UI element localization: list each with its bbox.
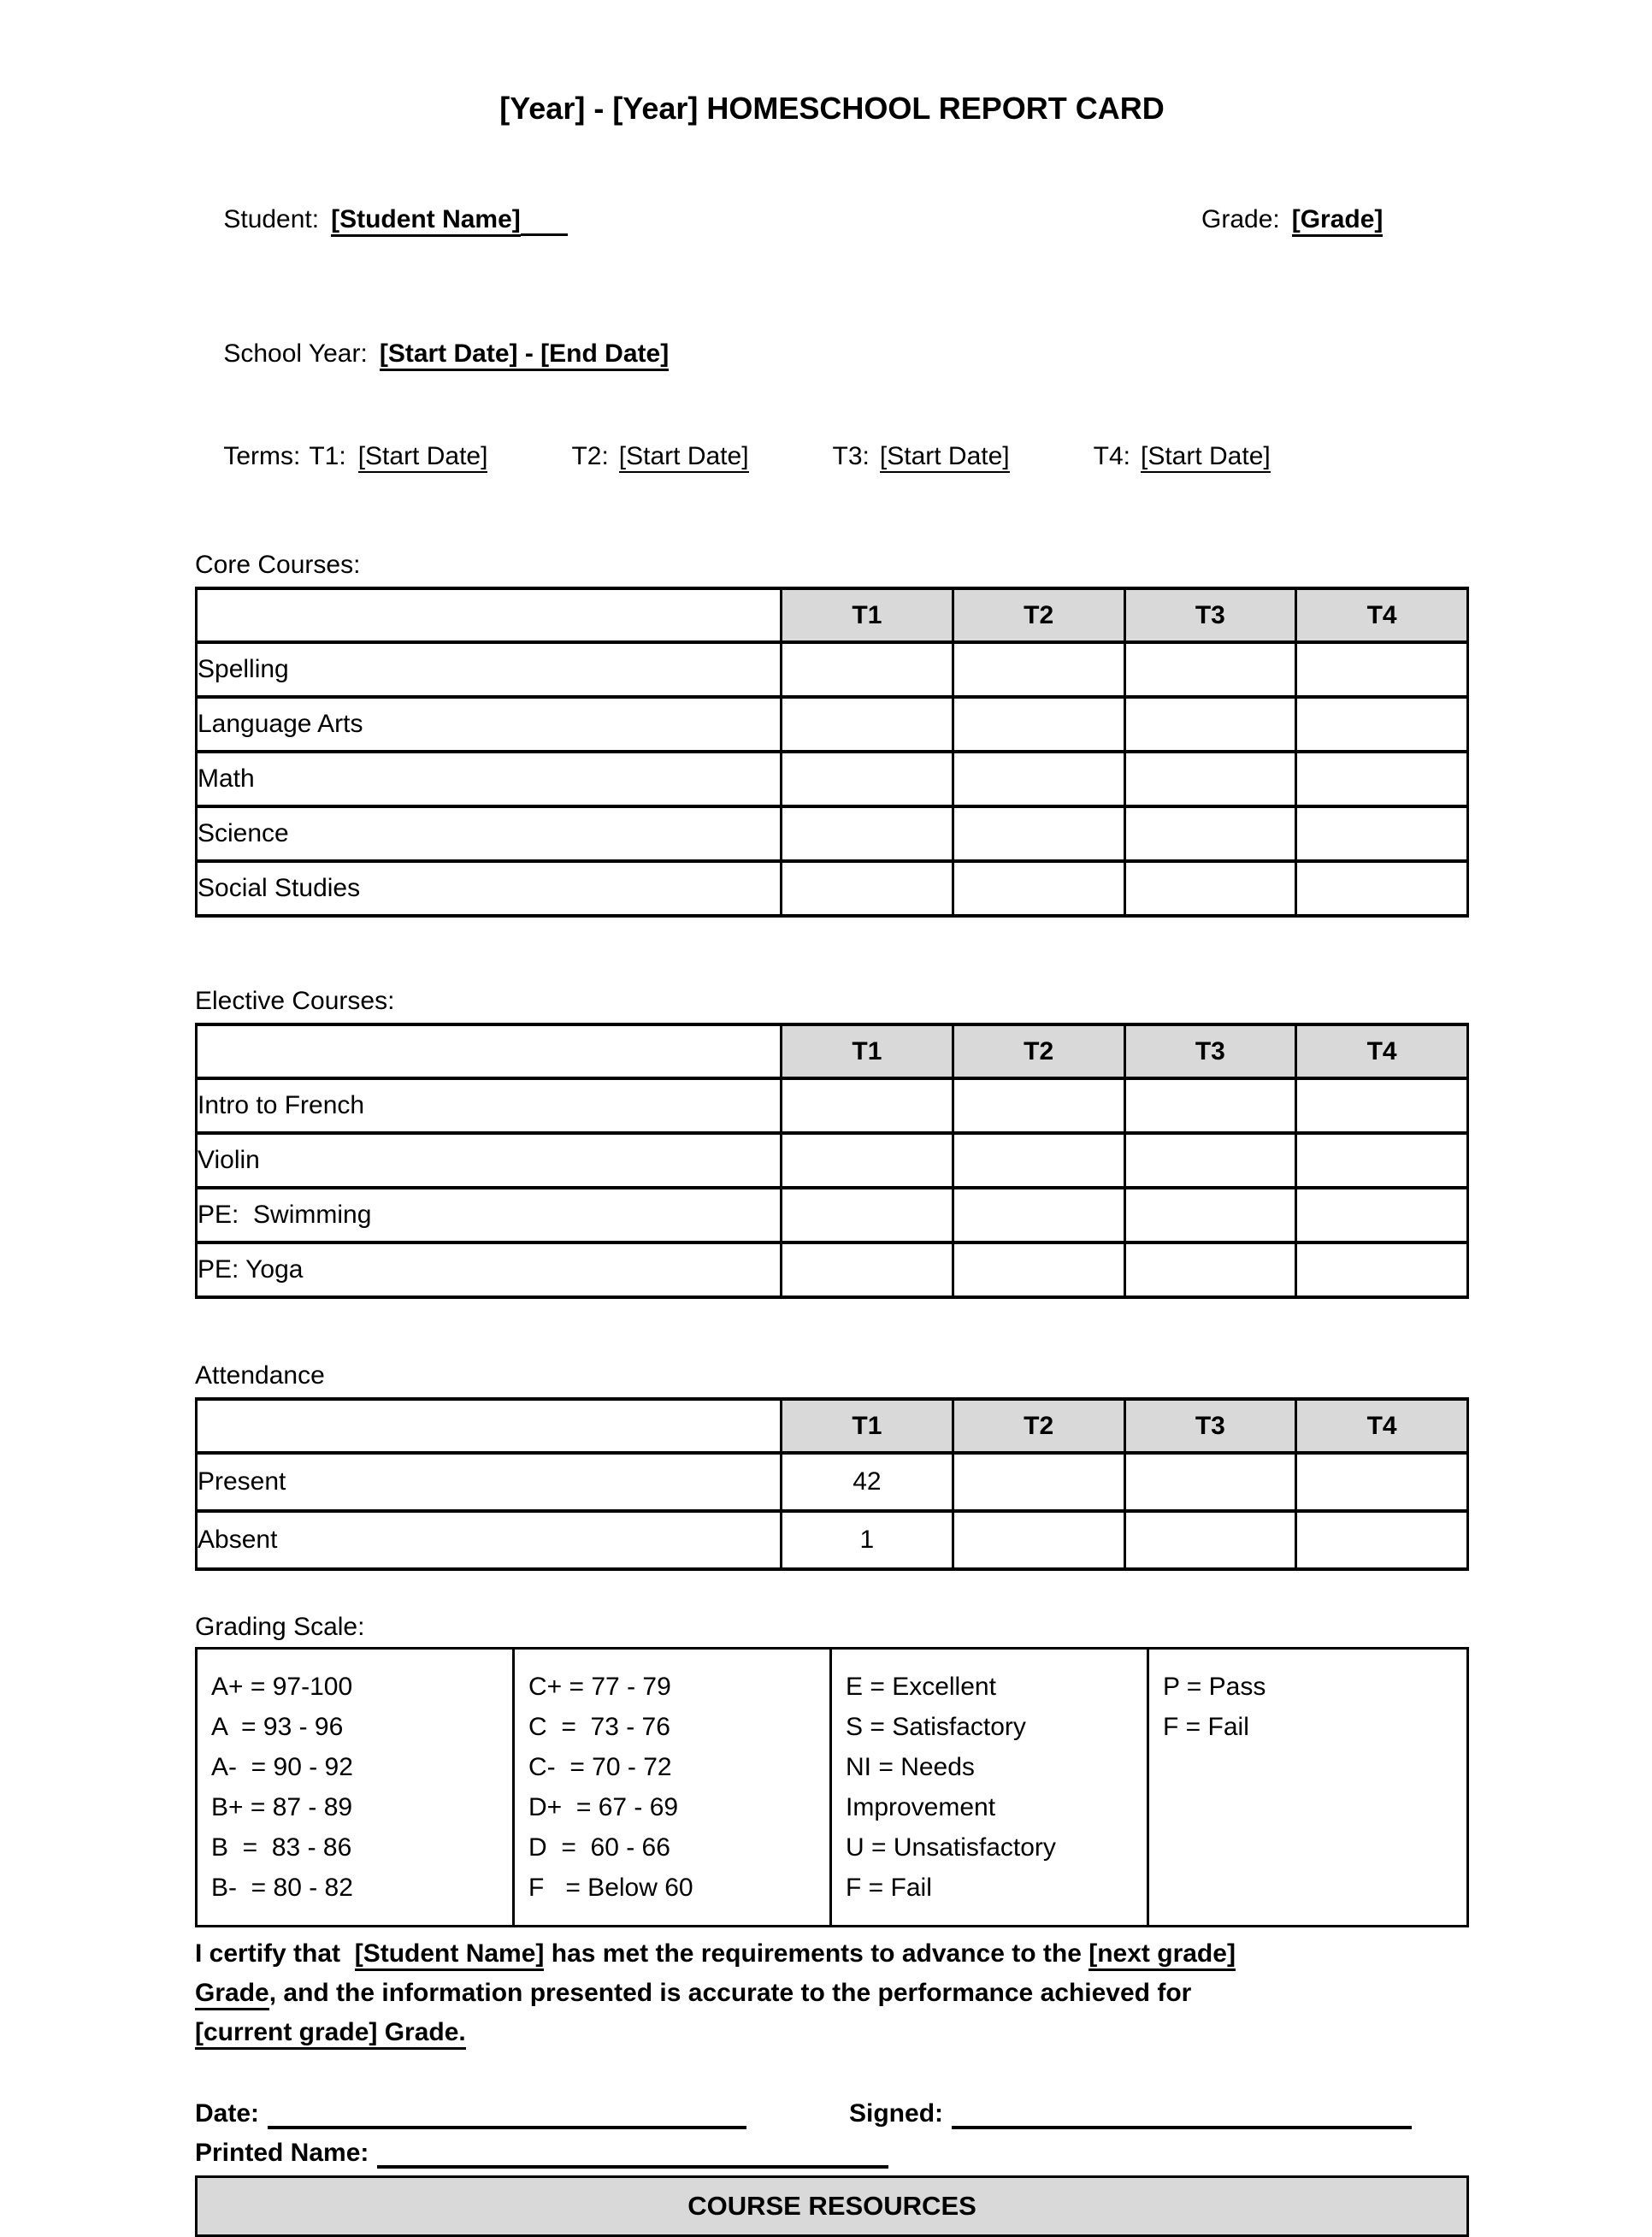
term-header-cell: T1 xyxy=(782,1024,953,1078)
grade-cell[interactable] xyxy=(1124,642,1296,697)
grade-cell[interactable] xyxy=(782,1242,953,1297)
grade-cell[interactable] xyxy=(1124,752,1296,806)
cert-segment: I certify that xyxy=(195,1939,355,1968)
grade-cell[interactable] xyxy=(782,861,953,916)
table-row xyxy=(197,806,1468,861)
grade-group xyxy=(1159,174,1383,266)
printed-name-label: Printed Name: xyxy=(195,2139,369,2167)
grade-cell[interactable] xyxy=(953,1242,1124,1297)
grading-column xyxy=(1149,1650,1466,1925)
grade-cell[interactable] xyxy=(782,642,953,697)
section-label-elective-courses: Elective Courses: xyxy=(195,987,395,1015)
school-year-row xyxy=(195,308,1469,400)
grade-cell[interactable] xyxy=(782,752,953,806)
term-label: T2: xyxy=(571,442,609,470)
term-label: T4: xyxy=(1093,442,1130,470)
empty-header-cell xyxy=(197,588,782,642)
grading-line: B = 83 - 86 xyxy=(211,1833,352,1862)
table-row xyxy=(197,861,1468,916)
grading-scale-box xyxy=(195,1647,1469,1927)
term-header-cell: T3 xyxy=(1124,1024,1296,1078)
cert-segment: [current grade] Grade. xyxy=(195,2018,466,2050)
student-name-blank-line[interactable] xyxy=(521,210,568,236)
signed-label: Signed: xyxy=(849,2099,944,2128)
cert-line xyxy=(195,1934,1469,1974)
cert-segment: [Student Name] xyxy=(355,1939,545,1971)
grade-cell[interactable] xyxy=(1124,697,1296,752)
grade-cell[interactable] xyxy=(782,1133,953,1188)
student-label: Student: xyxy=(223,205,320,233)
terms-label: Terms: xyxy=(223,442,301,470)
grade-cell[interactable] xyxy=(953,861,1124,916)
grading-line: NI = Needs xyxy=(846,1753,975,1781)
attendance-value-cell[interactable] xyxy=(1124,1453,1296,1511)
grade-cell[interactable] xyxy=(953,697,1124,752)
attendance-value-cell[interactable]: 42 xyxy=(782,1453,953,1511)
attendance-table xyxy=(195,1397,1469,1571)
term-header-cell: T3 xyxy=(1124,1399,1296,1453)
student-row xyxy=(195,174,1469,298)
table-row xyxy=(197,642,1468,697)
grade-cell[interactable] xyxy=(953,1078,1124,1133)
signed-line[interactable] xyxy=(952,2102,1412,2129)
section-label-core-courses: Core Courses: xyxy=(195,551,361,579)
attendance-name-cell: Absent xyxy=(197,1511,782,1569)
section-label-attendance: Attendance xyxy=(195,1361,325,1390)
printed-name-row xyxy=(195,2138,1469,2169)
course-name-cell: Science xyxy=(197,806,782,861)
course-resources-button[interactable] xyxy=(195,2175,1469,2237)
term-group xyxy=(571,442,748,470)
term-header-cell: T2 xyxy=(953,1024,1124,1078)
date-line[interactable] xyxy=(268,2102,746,2129)
cert-line xyxy=(195,2013,1469,2052)
term-header-cell: T3 xyxy=(1124,588,1296,642)
attendance-name-cell: Present xyxy=(197,1453,782,1511)
student-name-value: [Student Name] xyxy=(331,205,521,237)
grade-cell[interactable] xyxy=(1296,1242,1468,1297)
grading-column xyxy=(198,1650,515,1925)
grade-cell[interactable] xyxy=(1296,642,1468,697)
course-name-cell: Intro to French xyxy=(197,1078,782,1133)
empty-header-cell xyxy=(197,1024,782,1078)
grade-cell[interactable] xyxy=(782,806,953,861)
table-row xyxy=(197,1078,1468,1133)
grading-line: Improvement xyxy=(846,1793,996,1821)
cert-segment: , and the information presented is accurate to the performance achieved for xyxy=(268,1979,1192,2007)
grading-line: C- = 70 - 72 xyxy=(528,1753,672,1781)
cert-line xyxy=(195,1974,1469,2013)
term-date-value: [Start Date] xyxy=(1141,442,1271,473)
report-card-page xyxy=(0,91,1652,2228)
course-name-cell: Math xyxy=(197,752,782,806)
course-name-cell: Spelling xyxy=(197,642,782,697)
certification-text xyxy=(195,1934,1469,2052)
grade-cell[interactable] xyxy=(953,806,1124,861)
date-label: Date: xyxy=(195,2099,260,2128)
grading-line: D+ = 67 - 69 xyxy=(528,1793,679,1821)
term-header-cell: T2 xyxy=(953,588,1124,642)
grade-cell[interactable] xyxy=(953,1133,1124,1188)
grade-cell[interactable] xyxy=(1124,861,1296,916)
table-header-row xyxy=(197,1399,1468,1453)
grade-cell[interactable] xyxy=(1124,1078,1296,1133)
grading-line: F = Below 60 xyxy=(528,1874,693,1902)
grading-line: F = Fail xyxy=(846,1874,932,1902)
grading-line: A = 93 - 96 xyxy=(211,1713,344,1741)
course-name-cell: PE: Yoga xyxy=(197,1242,782,1297)
printed-name-line[interactable] xyxy=(377,2141,888,2169)
grade-cell[interactable] xyxy=(1124,1133,1296,1188)
grade-cell[interactable] xyxy=(953,752,1124,806)
grading-line: A+ = 97-100 xyxy=(211,1673,353,1701)
terms-row xyxy=(195,410,1469,503)
grading-line: B+ = 87 - 89 xyxy=(211,1793,353,1821)
elective-courses-table xyxy=(195,1023,1469,1299)
grade-cell[interactable] xyxy=(1296,1078,1468,1133)
course-resources-label: COURSE RESOURCES xyxy=(687,2191,976,2221)
cert-segment: [next grade] xyxy=(1089,1939,1236,1971)
term-label: T1: xyxy=(309,442,346,470)
grade-cell[interactable] xyxy=(953,642,1124,697)
table-row xyxy=(197,1133,1468,1188)
page-title: [Year] - [Year] HOMESCHOOL REPORT CARD xyxy=(499,91,1165,126)
term-header-cell: T4 xyxy=(1296,1399,1468,1453)
cert-segment: has met the requirements to advance to the xyxy=(544,1939,1089,1968)
term-header-cell: T2 xyxy=(953,1399,1124,1453)
grading-line: P = Pass xyxy=(1163,1673,1266,1701)
course-name-cell: PE: Swimming xyxy=(197,1188,782,1242)
attendance-value-cell[interactable] xyxy=(953,1511,1124,1569)
term-label: T3: xyxy=(832,442,870,470)
term-date-value: [Start Date] xyxy=(358,442,488,473)
grade-cell[interactable] xyxy=(782,1078,953,1133)
grading-line: S = Satisfactory xyxy=(846,1713,1026,1741)
grading-column xyxy=(515,1650,832,1925)
course-name-cell: Violin xyxy=(197,1133,782,1188)
table-header-row xyxy=(197,588,1468,642)
attendance-value-cell[interactable] xyxy=(1124,1511,1296,1569)
table-row xyxy=(197,697,1468,752)
grade-value: [Grade] xyxy=(1292,205,1384,237)
grade-cell[interactable] xyxy=(1124,1242,1296,1297)
grade-cell[interactable] xyxy=(953,1188,1124,1242)
grading-line: D = 60 - 66 xyxy=(528,1833,670,1862)
term-header-cell: T1 xyxy=(782,588,953,642)
school-year-value: [Start Date] - [End Date] xyxy=(380,339,669,371)
grade-cell[interactable] xyxy=(782,697,953,752)
attendance-value-cell[interactable] xyxy=(953,1453,1124,1511)
grade-cell[interactable] xyxy=(1124,1188,1296,1242)
table-header-row xyxy=(197,1024,1468,1078)
term-header-cell: T1 xyxy=(782,1399,953,1453)
grading-line: C+ = 77 - 79 xyxy=(528,1673,671,1701)
grade-label: Grade: xyxy=(1201,205,1280,233)
attendance-value-cell[interactable] xyxy=(1296,1453,1468,1511)
attendance-value-cell[interactable]: 1 xyxy=(782,1511,953,1569)
grade-cell[interactable] xyxy=(1296,1133,1468,1188)
table-row xyxy=(197,1453,1468,1511)
grading-line: A- = 90 - 92 xyxy=(211,1753,353,1781)
term-group xyxy=(833,442,1010,470)
grade-cell[interactable] xyxy=(1296,697,1468,752)
grading-line: U = Unsatisfactory xyxy=(846,1833,1056,1862)
core-courses-table xyxy=(195,587,1469,918)
term-date-value: [Start Date] xyxy=(619,442,749,473)
grading-line: B- = 80 - 82 xyxy=(211,1874,353,1902)
term-header-cell: T4 xyxy=(1296,1024,1468,1078)
grade-cell[interactable] xyxy=(1296,861,1468,916)
table-row xyxy=(197,1511,1468,1569)
table-row xyxy=(197,1188,1468,1242)
date-signed-row xyxy=(195,2098,1469,2129)
table-row xyxy=(197,752,1468,806)
grade-cell[interactable] xyxy=(1296,1188,1468,1242)
term-date-value: [Start Date] xyxy=(880,442,1010,473)
grading-line: E = Excellent xyxy=(846,1673,996,1701)
cert-segment: Grade xyxy=(195,1979,269,2010)
table-row xyxy=(197,1242,1468,1297)
grading-column xyxy=(832,1650,1149,1925)
course-name-cell: Language Arts xyxy=(197,697,782,752)
grade-cell[interactable] xyxy=(1124,806,1296,861)
grading-line: F = Fail xyxy=(1163,1713,1249,1741)
grade-cell[interactable] xyxy=(1296,752,1468,806)
term-group xyxy=(1094,442,1271,470)
grade-cell[interactable] xyxy=(782,1188,953,1242)
attendance-value-cell[interactable] xyxy=(1296,1511,1468,1569)
section-label-grading-scale: Grading Scale: xyxy=(195,1613,365,1641)
term-header-cell: T4 xyxy=(1296,588,1468,642)
grade-cell[interactable] xyxy=(1296,806,1468,861)
grading-line: C = 73 - 76 xyxy=(528,1713,670,1741)
school-year-label: School Year: xyxy=(223,339,368,368)
course-name-cell: Social Studies xyxy=(197,861,782,916)
empty-header-cell xyxy=(197,1399,782,1453)
